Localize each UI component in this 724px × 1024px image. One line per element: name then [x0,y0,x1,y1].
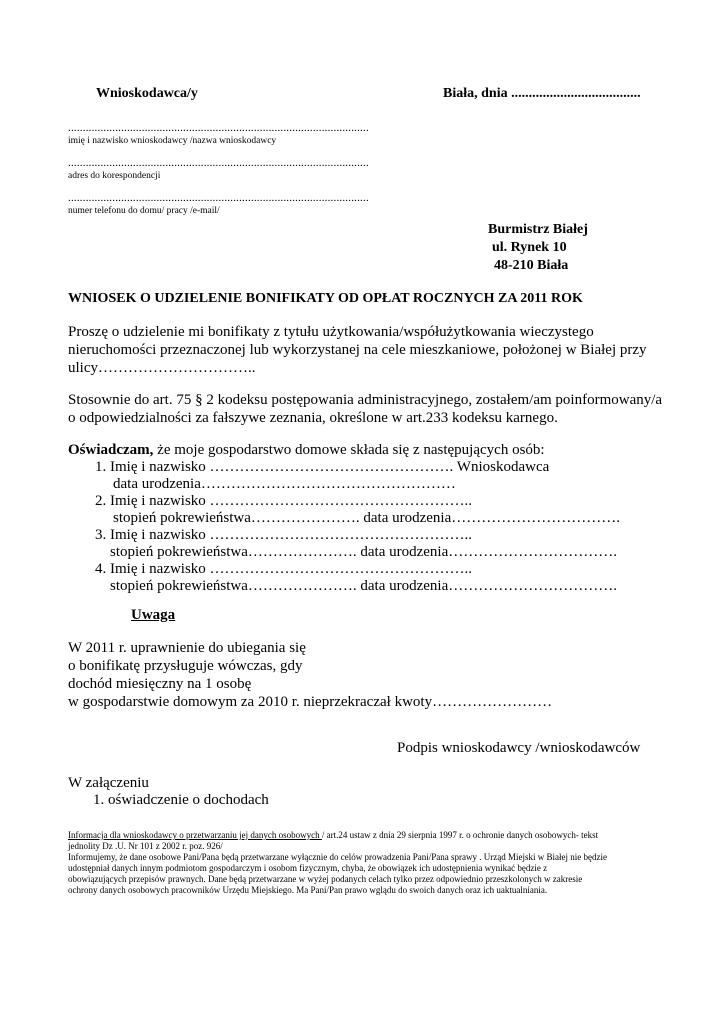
request-line1: Proszę o udzielenie mi bonifikaty z tytułu użytkowania/współużytkowania wieczystego [68,324,594,340]
person-2-details: stopień pokrewieństwa…………………. data urodzenia……………………………. [113,510,621,526]
note-heading: Uwaga [131,607,176,623]
footer-line1-rest: / art.24 ustaw z dnia 29 sierpnia 1997 r. o ochronie danych osobowych- tekst [321,830,599,840]
request-line3: ulicy………………………….. [68,360,256,376]
note-line1: W 2011 r. uprawnienie do ubiegania się [68,640,306,656]
note-line3: dochód miesięczny na 1 osobę [68,676,252,692]
person-1-name: 1. Imię i nazwisko …………………………………………. Wnioskodawca [95,459,550,475]
declaration-line [68,442,545,459]
applicant-phone-label: numer telefonu do domu/ pracy /e-mail/ [68,206,220,216]
request-line2: nieruchomości przeznaczonej lub wykorzystanej na cele mieszkaniowe, położonej w Białej przy [68,342,647,358]
statement-line2: o odpowiedzialności za fałszywe zeznania, określone w art.233 kodeksu karnego. [68,410,558,426]
document-title: WNIOSEK O UDZIELENIE BONIFIKATY OD OPŁAT ROCZNYCH ZA 2011 ROK [68,291,583,306]
footer-line1 [68,830,598,841]
person-1-birth: data urodzenia…………………………………………… [113,476,456,492]
person-4-details: stopień pokrewieństwa…………………. data urodzenia……………………………. [110,578,618,594]
applicant-name-dots: ...................................................................................................... [68,122,369,134]
footer-line6: ochrony danych osobowych pracowników Urzędu Miejskiego. Ma Pani/Pan prawo wglądu do swoich danych oraz ich uaktualniania. [68,885,548,895]
footer-line4: udostępniał danych innym podmiotom gospodarczym i osobom fizycznym, chyba, że obowiązek ich udostępnienia wynikać będzie z [68,863,548,873]
place-date: Biała, dnia ..................................... [443,86,641,101]
recipient-line3: 48-210 Biała [494,258,569,273]
footer-line2: jednolity Dz .U. Nr 101 z 2002 r. poz. 926/ [68,841,223,851]
person-3-name: 3. Imię i nazwisko …………………………………………….. [95,527,473,543]
attachments-heading: W załączeniu [68,775,149,791]
note-line2: o bonifikatę przysługuje wówczas, gdy [68,658,303,674]
person-2-name: 2. Imię i nazwisko …………………………………………….. [95,493,473,509]
note-line4: w gospodarstwie domowym za 2010 r. nieprzekraczał kwoty…………………… [68,694,553,710]
statement-line1: Stosownie do art. 75 § 2 kodeksu postępowania administracyjnego, zostałem/am poinformowany/a [68,392,663,408]
person-3-details: stopień pokrewieństwa…………………. data urodzenia……………………………. [110,544,618,560]
applicant-phone-dots: ...................................................................................................... [68,192,369,204]
footer-underlined: Informacja dla wnioskodawcy o przetwarzaniu jej danych osobowych [68,830,322,840]
recipient-line2: ul. Rynek 10 [492,240,567,255]
attachment-item-1: 1. oświadczenie o dochodach [93,792,269,808]
declaration-bold: Oświadczam, [68,442,154,458]
footer-line3: Informujemy, że dane osobowe Pani/Pana będą przetwarzane wyłącznie do celów prowadzenia Pani/Pana sprawy . Urząd Miejski w Białej nie będzie [68,852,607,862]
declaration-rest: że moje gospodarstwo domowe składa się z następujących osób: [153,442,545,458]
signature-label: Podpis wnioskodawcy /wnioskodawców [397,740,641,756]
recipient-line1: Burmistrz Białej [488,222,588,237]
applicant-address-dots: ...................................................................................................... [68,157,369,169]
applicant-heading: Wnioskodawca/y [96,86,198,101]
applicant-address-label: adres do korespondencji [68,171,161,181]
applicant-name-label: imię i nazwisko wnioskodawcy /nazwa wnioskodawcy [68,136,277,146]
footer-line5: obowiązujących przepisów prawnych. Dane będą przetwarzane w wyżej podanych celach tylko przez odpowiednio przeszkolonych w zakresie [68,874,583,884]
person-4-name: 4. Imię i nazwisko …………………………………………….. [95,561,473,577]
